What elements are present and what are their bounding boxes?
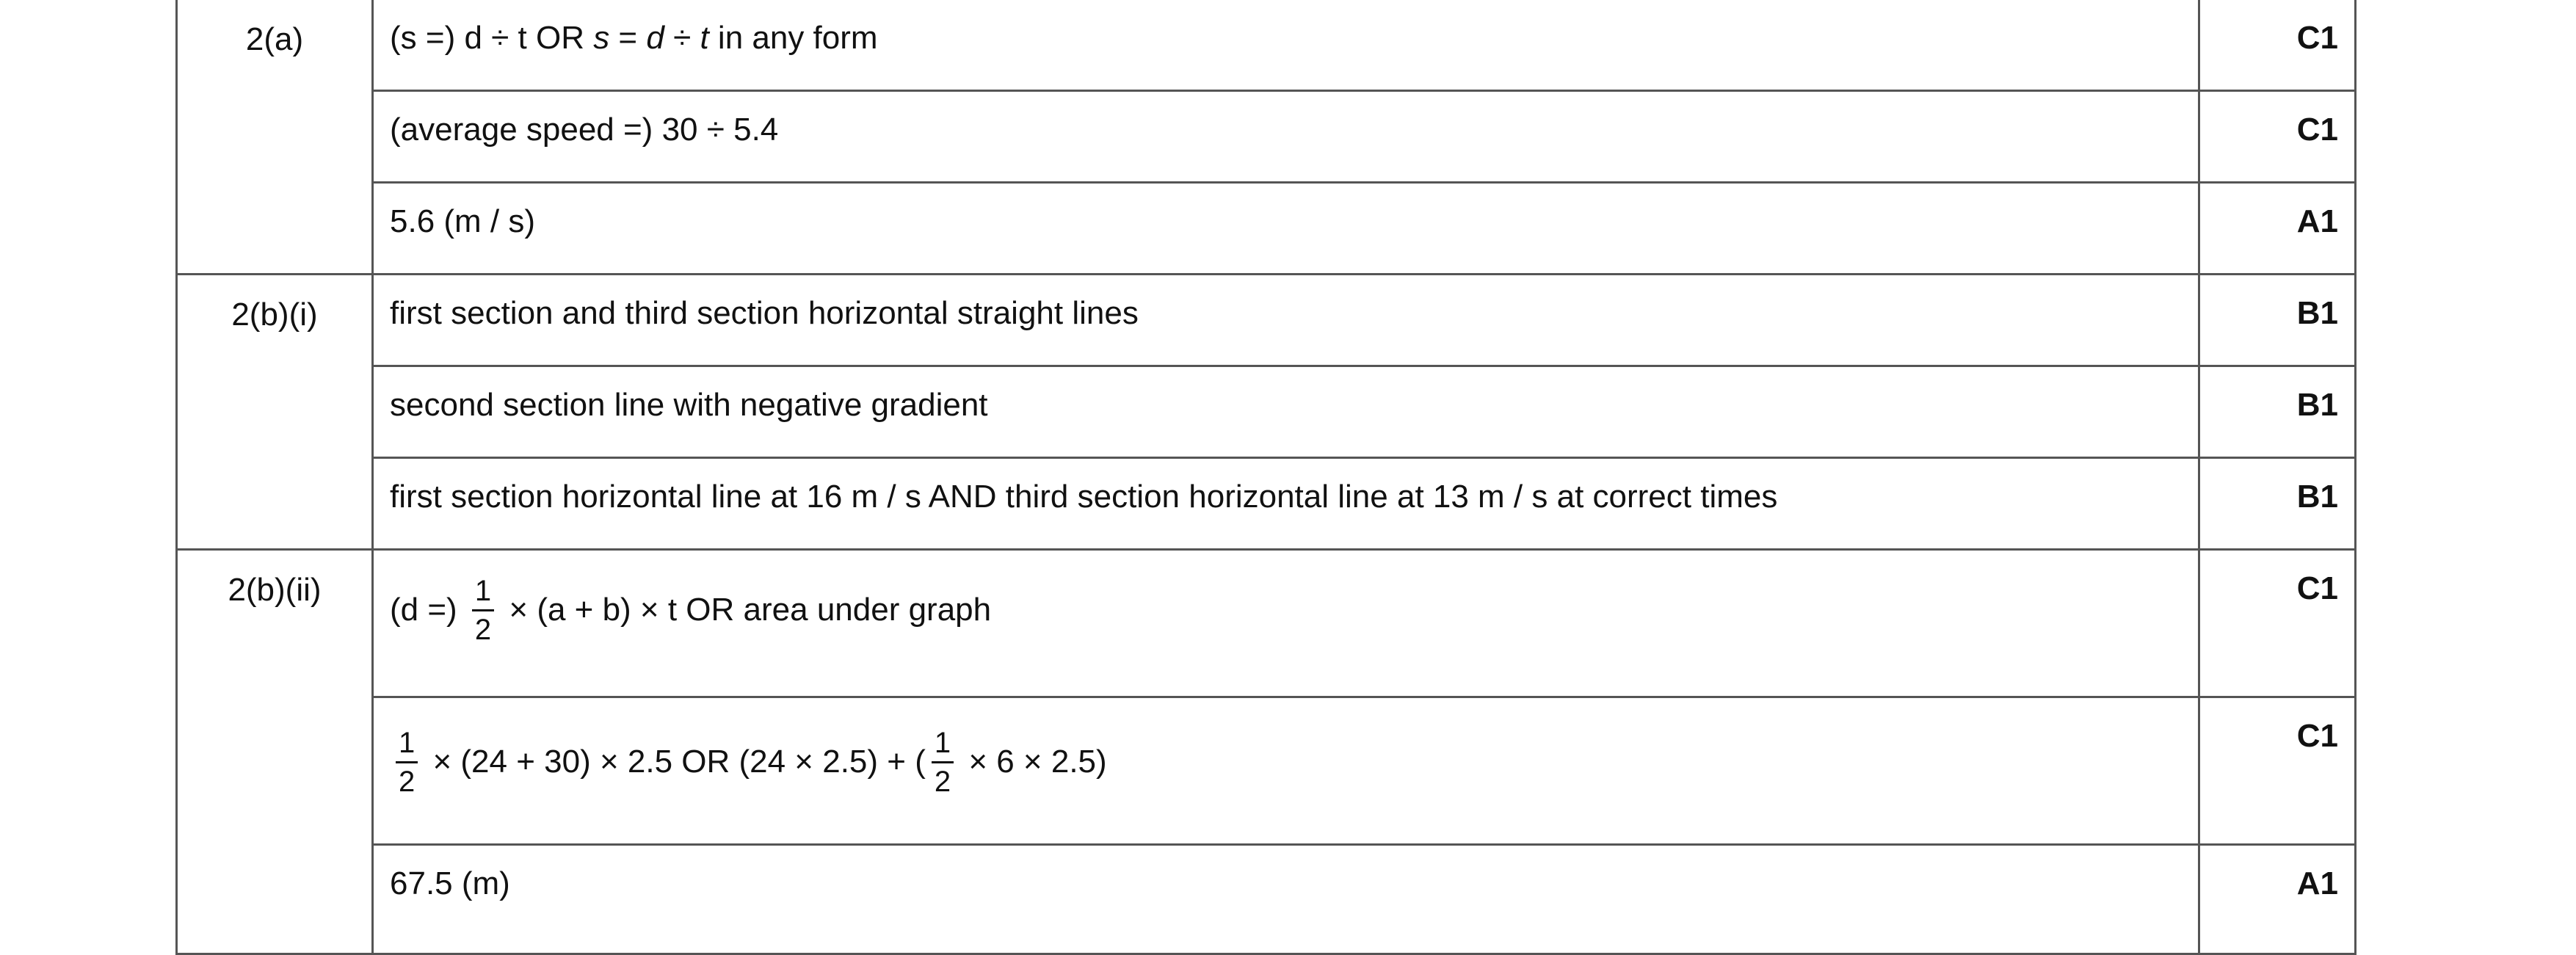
answer-cell bbox=[373, 550, 2199, 697]
answer-text bbox=[390, 575, 991, 645]
table-row bbox=[177, 845, 2356, 954]
fraction-numerator: 1 bbox=[932, 727, 954, 763]
mark-cell bbox=[2199, 550, 2356, 697]
answer-text: first section horizontal line at 16 m / s AND third section horizontal line at 13 m / s at correct times bbox=[390, 479, 1778, 515]
answer-text: 5.6 (m / s) bbox=[390, 203, 536, 239]
question-label: 2(b)(ii) bbox=[228, 572, 322, 608]
answer-cell bbox=[373, 845, 2199, 954]
mark-cell bbox=[2199, 91, 2356, 183]
answer-segment: × 6 × 2.5) bbox=[959, 744, 1107, 780]
answer-cell bbox=[373, 91, 2199, 183]
answer-segment: ÷ bbox=[664, 20, 700, 56]
answer-text bbox=[390, 727, 1107, 797]
answer-variable-d: d bbox=[646, 20, 664, 56]
mark-cell bbox=[2199, 275, 2356, 366]
answer-variable-t: t bbox=[700, 20, 709, 56]
mark-code: C1 bbox=[2296, 718, 2338, 754]
answer-segment: × (a + b) × t OR area under graph bbox=[500, 592, 992, 628]
table-row bbox=[177, 183, 2356, 275]
answer-segment: (s =) d ÷ t OR bbox=[390, 20, 594, 56]
mark-cell bbox=[2199, 458, 2356, 550]
table-row bbox=[177, 458, 2356, 550]
question-number bbox=[177, 275, 373, 550]
mark-code: B1 bbox=[2296, 387, 2338, 423]
mark-cell bbox=[2199, 0, 2356, 91]
answer-segment: (d =) bbox=[390, 592, 466, 628]
answer-segment: = bbox=[609, 20, 647, 56]
answer-segment: in any form bbox=[708, 20, 878, 56]
table-row bbox=[177, 550, 2356, 697]
answer-cell bbox=[373, 275, 2199, 366]
answer-text bbox=[390, 19, 878, 58]
mark-code: C1 bbox=[2296, 112, 2338, 148]
fraction bbox=[396, 727, 418, 797]
table-row bbox=[177, 697, 2356, 845]
mark-cell bbox=[2199, 845, 2356, 954]
answer-cell bbox=[373, 458, 2199, 550]
table-row bbox=[177, 91, 2356, 183]
fraction-numerator: 1 bbox=[396, 727, 418, 763]
answer-cell bbox=[373, 0, 2199, 91]
answer-text: first section and third section horizontal straight lines bbox=[390, 295, 1139, 331]
mark-code: B1 bbox=[2296, 295, 2338, 331]
mark-code: A1 bbox=[2296, 865, 2338, 901]
answer-text: second section line with negative gradient bbox=[390, 387, 988, 423]
answer-cell bbox=[373, 366, 2199, 458]
question-number bbox=[177, 550, 373, 954]
answer-variable-s: s bbox=[593, 20, 610, 56]
mark-code: B1 bbox=[2296, 479, 2338, 515]
question-number bbox=[177, 0, 373, 275]
fraction bbox=[472, 575, 494, 645]
question-label: 2(a) bbox=[245, 21, 304, 57]
answer-text: 67.5 (m) bbox=[390, 865, 510, 901]
mark-cell bbox=[2199, 183, 2356, 275]
fraction bbox=[932, 727, 954, 797]
mark-code: A1 bbox=[2296, 203, 2338, 239]
question-label: 2(b)(i) bbox=[231, 297, 318, 333]
answer-text: (average speed =) 30 ÷ 5.4 bbox=[390, 112, 779, 148]
fraction-denominator: 2 bbox=[474, 614, 492, 646]
table-row bbox=[177, 0, 2356, 91]
fraction-denominator: 2 bbox=[399, 766, 416, 798]
mark-cell bbox=[2199, 697, 2356, 845]
fraction-numerator: 1 bbox=[472, 575, 494, 611]
answer-cell bbox=[373, 183, 2199, 275]
mark-cell bbox=[2199, 366, 2356, 458]
mark-code: C1 bbox=[2296, 570, 2338, 606]
mark-scheme-table bbox=[175, 0, 2357, 955]
table-row bbox=[177, 366, 2356, 458]
fraction-denominator: 2 bbox=[934, 766, 951, 798]
answer-segment: × (24 + 30) × 2.5 OR (24 × 2.5) + ( bbox=[424, 744, 926, 780]
table-row bbox=[177, 275, 2356, 366]
answer-cell bbox=[373, 697, 2199, 845]
mark-code: C1 bbox=[2296, 20, 2338, 56]
